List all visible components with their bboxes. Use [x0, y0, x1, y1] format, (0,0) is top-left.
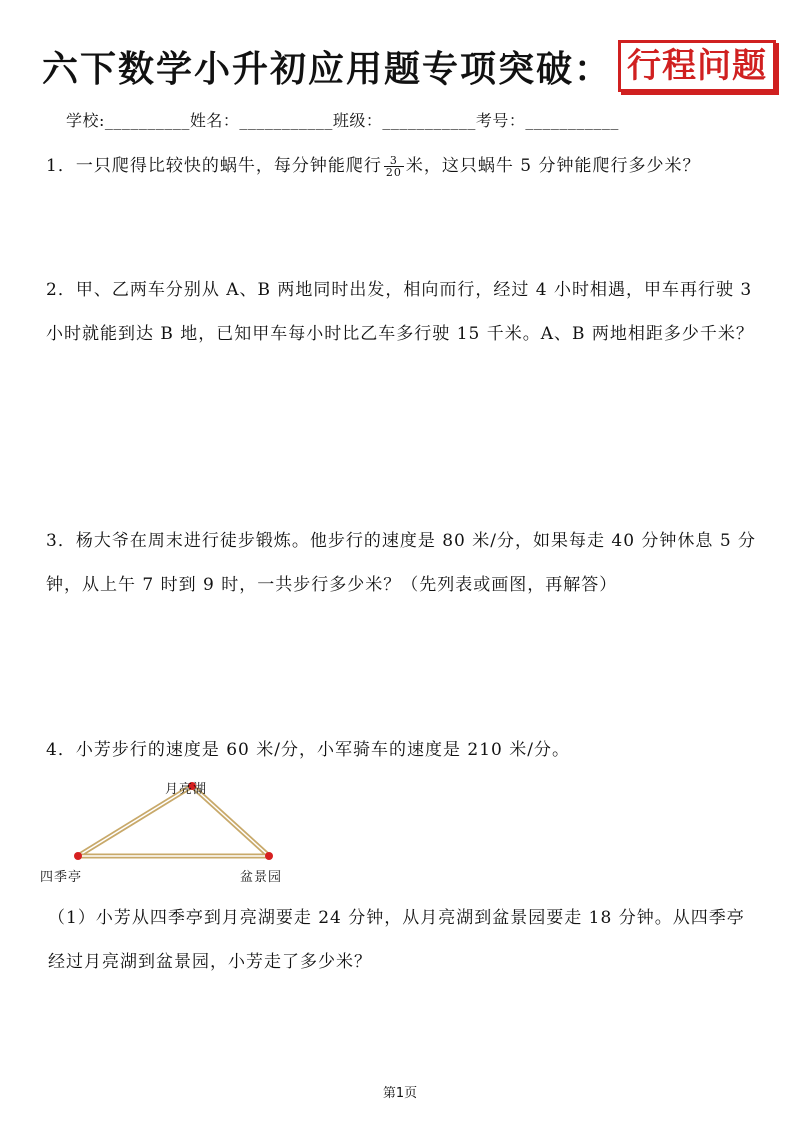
label-bonsai-garden: 盆景园 — [240, 870, 283, 885]
question-1 — [46, 144, 700, 188]
question-4: 4．小芳步行的速度是 60 米/分，小军骑车的速度是 210 米/分。 — [46, 740, 570, 760]
title-row — [42, 40, 776, 92]
page-number: 第1页 — [382, 1086, 418, 1101]
question-2: 2．甲、乙两车分别从 A、B 两地同时出发，相向而行，经过 4 小时相遇，甲车再行驶 3 小时就能到达 B 地，已知甲车每小时比乙车多行驶 15 千米。A、B 两地相距多少千米？ — [46, 280, 754, 344]
q1-fraction-denominator: 20 — [385, 166, 402, 179]
page-title: 六下数学小升初应用题专项突破： — [42, 48, 613, 90]
route-point-left — [74, 852, 82, 860]
question-3: 3．杨大爷在周末进行徒步锻炼。他步行的速度是 80 米/分，如果每走 40 分钟休息 5 分钟，从上午 7 时到 9 时，一共步行多少米？（先列表或画图，再解答） — [46, 531, 757, 595]
route-diagram — [40, 770, 320, 890]
route-point-right — [265, 852, 273, 860]
label-moon-lake: 月亮湖 — [165, 782, 208, 797]
label-four-seasons-pavilion: 四季亭 — [40, 870, 83, 885]
question-4-part-1: （1）小芳从四季亭到月亮湖要走 24 分钟，从月亮湖到盆景园要走 18 分钟。从四季亭经过月亮湖到盆景园，小芳走了多少米？ — [48, 908, 745, 972]
q1-text-before: 1．一只爬得比较快的蜗牛，每分钟能爬行 — [46, 156, 382, 176]
title-topic-box: 行程问题 — [618, 40, 776, 92]
q1-text-after: 米，这只蜗牛 5 分钟能爬行多少米？ — [405, 156, 701, 176]
q1-fraction-numerator: 3 — [389, 154, 398, 167]
q1-fraction — [384, 155, 404, 178]
student-info-line: 学校:__________姓名：___________班级：___________考号：___________ — [66, 111, 619, 130]
